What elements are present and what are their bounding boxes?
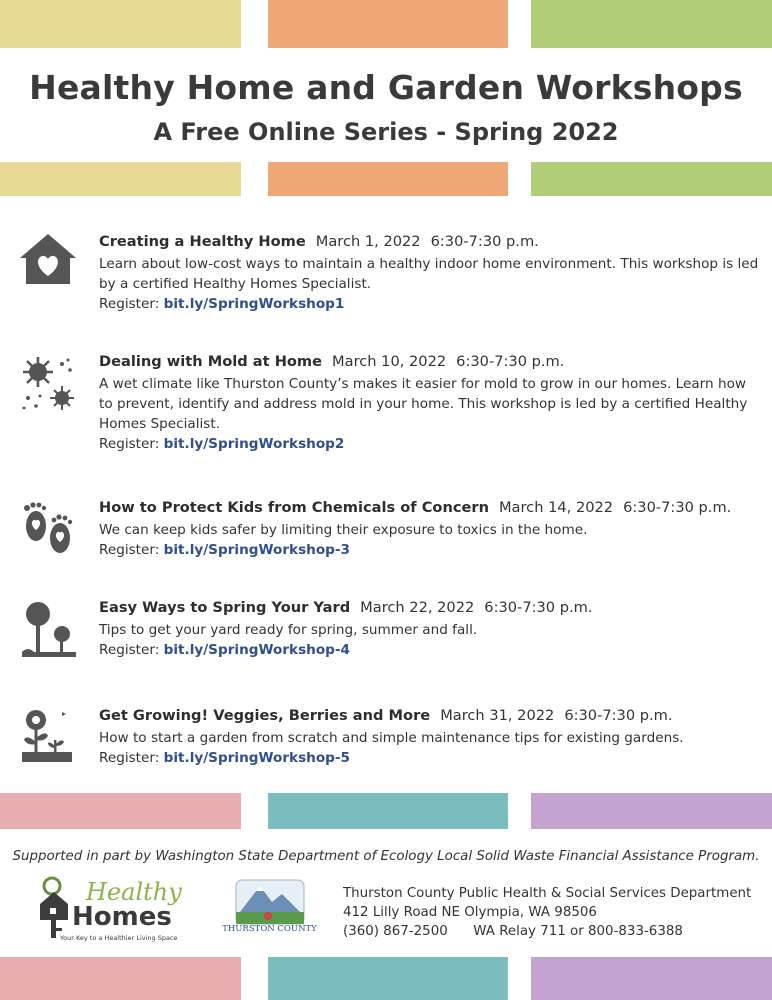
register-label: Register: <box>99 642 160 658</box>
event-date: March 14, 2022 <box>498 499 614 516</box>
mold-spores-icon <box>18 354 78 414</box>
event-title: Easy Ways to Spring Your Yard <box>99 599 351 616</box>
event-description: A wet climate like Thurston County’s makes it easier for mold to grow in our homes. Learn how to prevent, identify and address mold in your home. This workshop is led by a certified Healthy Homes Specialist. <box>99 376 748 432</box>
register-label: Register: <box>99 750 160 766</box>
mid-band-orange <box>268 162 508 196</box>
event-title: Dealing with Mold at Home <box>99 353 323 370</box>
top-band-green <box>531 0 772 48</box>
event-time: 6:30-7:30 p.m. <box>484 599 593 616</box>
bottom-band-teal <box>268 793 508 829</box>
event-title: How to Protect Kids from Chemicals of Concern <box>99 499 489 516</box>
top-band-orange <box>268 0 508 48</box>
register-label: Register: <box>99 296 160 312</box>
contact-department: Thurston County Public Health & Social Services Department <box>343 886 752 901</box>
bottom-band-purple <box>531 793 772 829</box>
register-link[interactable]: bit.ly/SpringWorkshop-4 <box>163 642 351 658</box>
key-house-icon <box>36 876 76 942</box>
logo-healthy-text: Healthy <box>86 878 182 906</box>
event-date: March 10, 2022 <box>332 353 447 370</box>
house-heart-icon <box>18 232 78 292</box>
mid-band-green <box>531 162 772 196</box>
mid-band-yellow <box>0 162 241 196</box>
register-link[interactable]: bit.ly/SpringWorkshop1 <box>163 296 345 312</box>
event-date: March 31, 2022 <box>440 707 555 724</box>
event-date: March 22, 2022 <box>360 599 475 616</box>
garden-flower-icon <box>18 706 78 766</box>
contact-address: 412 Lilly Road NE Olympia, WA 98506 <box>343 905 597 920</box>
event-date: March 1, 2022 <box>315 233 421 250</box>
page-title: Healthy Home and Garden Workshops <box>29 68 743 107</box>
baby-feet-icon <box>18 500 78 560</box>
logo-county-text: THURSTON COUNTY <box>222 924 317 934</box>
support-statement: Supported in part by Washington State Department of Ecology Local Solid Waste Financial Assistance Program. <box>12 849 760 864</box>
footer-band-teal <box>268 957 508 1000</box>
top-band-yellow <box>0 0 241 48</box>
mountain-scene-icon <box>222 876 317 926</box>
register-link[interactable]: bit.ly/SpringWorkshop2 <box>163 436 345 452</box>
footer-band-purple <box>531 957 772 1000</box>
event-time: 6:30-7:30 p.m. <box>564 707 673 724</box>
event-time: 6:30-7:30 p.m. <box>623 499 732 516</box>
register-label: Register: <box>99 436 160 452</box>
event-description: We can keep kids safer by limiting their exposure to toxics in the home. <box>99 522 588 538</box>
healthy-homes-logo <box>36 876 196 946</box>
trees-yard-icon <box>18 600 78 660</box>
page-subtitle: A Free Online Series - Spring 2022 <box>153 118 619 146</box>
register-link[interactable]: bit.ly/SpringWorkshop-5 <box>163 750 351 766</box>
bottom-band-pink <box>0 793 241 829</box>
footer-band-pink <box>0 957 241 1000</box>
logo-homes-text: Homes <box>72 902 172 932</box>
thurston-county-logo <box>222 876 317 938</box>
event-title: Creating a Healthy Home <box>99 233 306 250</box>
event-description: Tips to get your yard ready for spring, summer and fall. <box>99 622 478 638</box>
logo-tagline: Your Key to a Healthier Living Space <box>60 934 178 942</box>
contact-phone: (360) 867-2500 WA Relay 711 or 800-833-6388 <box>343 924 683 939</box>
event-title: Get Growing! Veggies, Berries and More <box>99 707 431 724</box>
contact-info <box>343 884 751 941</box>
register-link[interactable]: bit.ly/SpringWorkshop-3 <box>163 542 351 558</box>
event-time: 6:30-7:30 p.m. <box>456 353 565 370</box>
event-time: 6:30-7:30 p.m. <box>430 233 539 250</box>
event-description: Learn about low-cost ways to maintain a healthy indoor home environment. This workshop is led by a certified Healthy Homes Specialist. <box>99 256 759 292</box>
register-label: Register: <box>99 542 160 558</box>
event-description: How to start a garden from scratch and simple maintenance tips for existing gardens. <box>99 730 684 746</box>
